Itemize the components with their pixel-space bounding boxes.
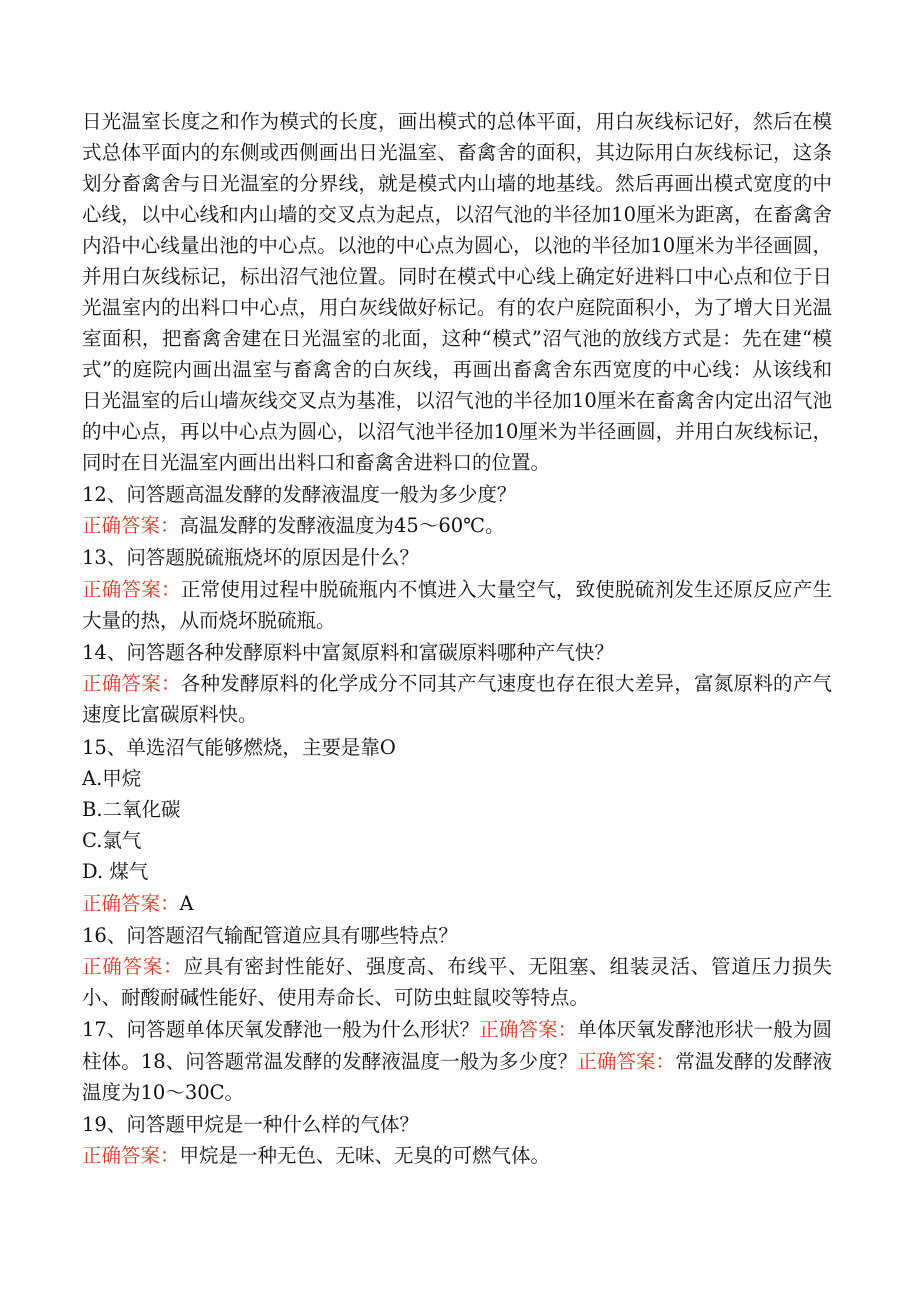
answer-text: 甲烷是一种无色、无味、无臭的可燃气体。 — [179, 1144, 551, 1168]
answer-text: A — [179, 891, 194, 915]
option-d: D. 煤气 — [82, 860, 149, 884]
answer-16 — [82, 951, 832, 1013]
answer-text: 正常使用过程中脱硫瓶内不慎进入大量空气，致使脱硫剂发生还原反应产生大量的热，从而烧坏脱硫瓶。 — [82, 577, 832, 632]
document-body — [82, 106, 832, 1171]
option-c: C.氯气 — [82, 829, 142, 853]
question-19: 19、问答题甲烷是一种什么样的气体？ — [82, 1113, 419, 1137]
option-a: A.甲烷 — [82, 766, 142, 790]
answer-18: 常温发酵的发酵液温度为10～30C。 — [82, 1049, 832, 1104]
answer-text: 各种发酵原料的化学成分不同其产气速度也存在很大差异，富氮原料的产气速度比富碳原料快。 — [82, 672, 832, 727]
answer-label: 正确答案： — [82, 514, 180, 538]
question-18: 18、问答题常温发酵的发酵液温度一般为多少度？ — [140, 1049, 578, 1073]
answer-17: 单体厌氧发酵池形状一般为圆柱体。 — [82, 1018, 832, 1073]
answer-19 — [82, 1140, 832, 1171]
question-17: 17、问答题单体厌氧发酵池一般为什么形状？ — [82, 1018, 480, 1042]
answer-12 — [82, 510, 832, 541]
answer-label: 正确答案： — [82, 955, 184, 979]
answer-label: 正确答案： — [82, 1144, 180, 1168]
answer-text: 应具有密封性能好、强度高、布线平、无阻塞、组装灵活、管道压力损失小、耐酸耐碱性能好、使用寿命长、可防虫蛀鼠咬等特点。 — [82, 955, 832, 1010]
question-12: 12、问答题高温发酵的发酵液温度一般为多少度？ — [82, 483, 517, 506]
question-14: 14、问答题各种发酵原料中富氮原料和富碳原料哪种产气快？ — [82, 641, 614, 665]
answer-15 — [82, 888, 832, 919]
question-15: 15、单选沼气能够燃烧，主要是靠O — [82, 735, 396, 759]
question-16: 16、问答题沼气输配管道应具有哪些特点？ — [82, 923, 458, 947]
answer-13 — [82, 574, 832, 636]
answer-label: 正确答案： — [82, 891, 180, 915]
answer-label: 正确答案： — [577, 1049, 676, 1073]
answer-text: 高温发酵的发酵液温度为45～60℃。 — [179, 514, 505, 538]
intro-paragraph: 日光温室长度之和作为模式的长度，画出模式的总体平面，用白灰线标记好，然后在模式总体平面内的东侧或西侧画出日光温室、畜禽舍的面积，其边际用白灰线标记，这条划分畜禽舍与日光温室的分界线，就是模式内山墙的地基线。然后再画出模式宽度的中心线，以中心线和内山墙的交叉点为起点，以沼气池的半径加10厘米为距离，在畜禽舍内沿中心线量出池的中心点。以池的中心点为圆心，以池的半径加10厘米为半径画圆，并用白灰线标记，标出沼气池位置。同时在模式中心线上确定好进料口中心点和位于日光温室内的出料口中心点，用白灰线做好标记。有的农户庭院面积小，为了增大日光温室面积，把畜禽舍建在日光温室的北面，这种“模式”沼气池的放线方式是：先在建“模式”的庭院内画出温室与畜禽舍的白灰线，再画出畜禽舍东西宽度的中心线：从该线和日光温室的后山墙灰线交叉点为基准，以沼气池的半径加10厘米在畜禽舍内定出沼气池的中心点，再以中心点为圆心，以沼气池半径加10厘米为半径画圆，并用白灰线标记，同时在日光温室内画出出料口和畜禽舍进料口的位置。 — [82, 110, 832, 474]
answer-label: 正确答案： — [82, 672, 181, 696]
question-13: 13、问答题脱硫瓶烧坏的原因是什么？ — [82, 546, 419, 570]
answer-label: 正确答案： — [82, 577, 181, 601]
answer-14 — [82, 668, 832, 730]
answer-label: 正确答案： — [479, 1018, 578, 1042]
option-b: B.二氧化碳 — [82, 798, 181, 822]
questions-17-18 — [82, 1014, 832, 1108]
